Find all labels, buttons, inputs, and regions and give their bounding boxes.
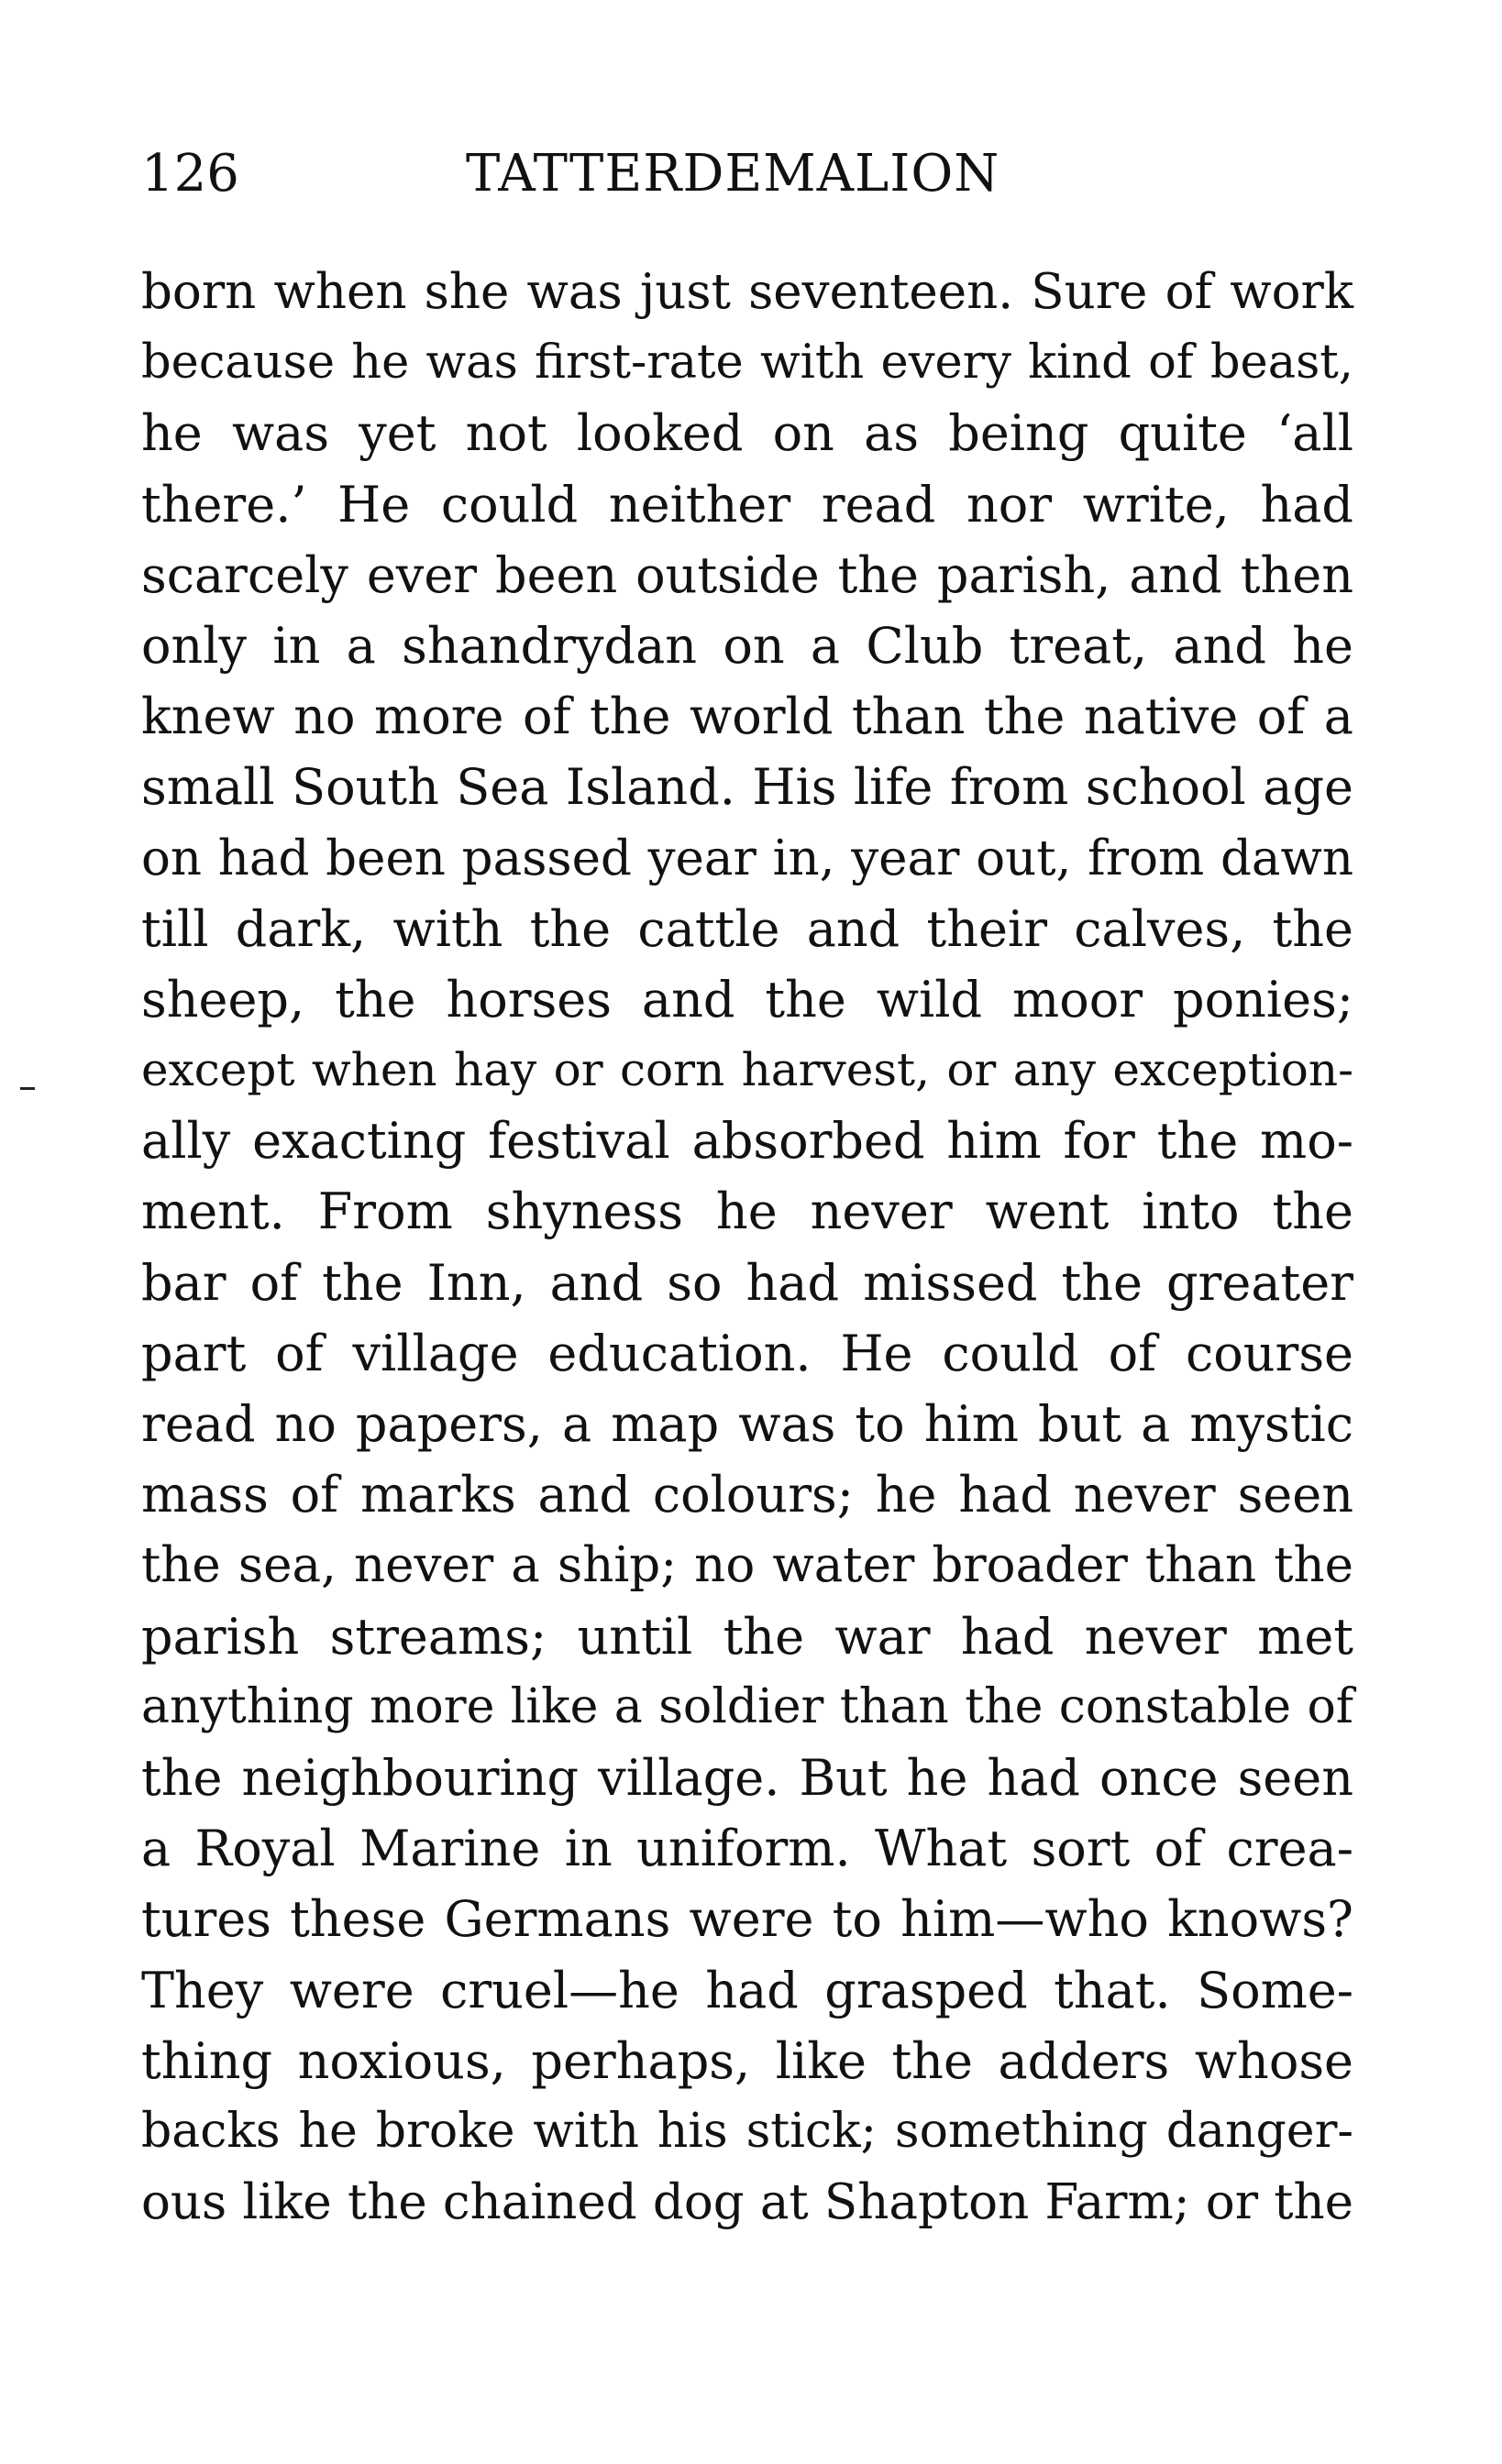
text-line: a Royal Marine in uniform. What sort of crea-: [141, 1820, 1353, 1878]
text-line: anything more like a soldier than the constable of: [141, 1678, 1353, 1734]
running-head: [141, 138, 1352, 211]
text-line: mass of marks and colours; he had never seen: [141, 1466, 1353, 1524]
text-line: read no papers, a map was to him but a mystic: [141, 1395, 1353, 1453]
text-line: he was yet not looked on as being quite ‘all: [141, 404, 1353, 463]
text-line: because he was first-rate with every kind of beast,: [141, 336, 1353, 390]
text-line: part of village education. He could of course: [141, 1324, 1353, 1382]
running-title: TATTERDEMALION: [466, 144, 1000, 204]
text-line: except when hay or corn harvest, or any exception-: [141, 1043, 1353, 1097]
text-line: till dark, with the cattle and their calves, the: [141, 899, 1353, 958]
margin-dash-mark: [20, 1087, 35, 1090]
body-text: [141, 257, 1353, 2238]
text-line: only in a shandrydan on a Club treat, and he: [141, 616, 1353, 675]
text-line: small South Sea Island. His life from school age: [141, 758, 1353, 817]
text-line: bar of the Inn, and so had missed the greater: [141, 1253, 1353, 1312]
text-line: knew no more of the world than the native of a: [141, 688, 1353, 746]
text-line: the sea, never a ship; no water broader than the: [141, 1537, 1353, 1594]
text-line: parish streams; until the war had never met: [141, 1607, 1353, 1666]
text-line: tures these Germans were to him—who knows?: [141, 1890, 1353, 1949]
text-line: on had been passed year in, year out, from dawn: [141, 830, 1353, 886]
text-line: sheep, the horses and the wild moor ponies;: [141, 970, 1353, 1028]
text-line: They were cruel—he had grasped that. Some-: [141, 1961, 1353, 2019]
text-line: there.’ He could neither read nor write, had: [141, 475, 1353, 534]
text-line: thing noxious, perhaps, like the adders whose: [141, 2031, 1353, 2090]
page-number: 126: [141, 144, 239, 204]
text-line: ous like the chained dog at Shapton Farm; or the: [141, 2174, 1353, 2231]
text-line: ment. From shyness he never went into the: [141, 1182, 1353, 1241]
text-line: the neighbouring village. But he had once seen: [141, 1748, 1353, 1807]
text-line: backs he broke with his stick; something danger-: [141, 2103, 1353, 2159]
text-line: ally exacting festival absorbed him for the mo-: [141, 1112, 1353, 1171]
text-line: scarcely ever been outside the parish, and then: [141, 545, 1353, 604]
text-line: born when she was just seventeen. Sure of work: [141, 264, 1353, 320]
